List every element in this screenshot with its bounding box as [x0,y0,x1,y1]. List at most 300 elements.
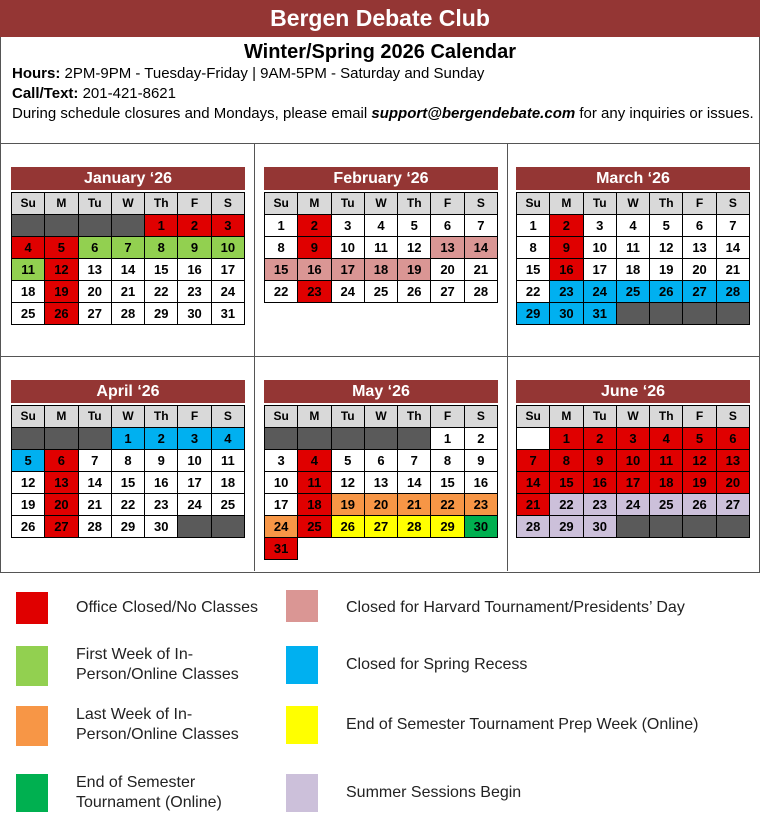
day-cell: 5 [331,450,364,472]
month-table [516,405,750,538]
day-cell: 27 [45,516,78,538]
day-cell: 23 [464,494,497,516]
weekday-header: F [431,406,464,428]
day-cell: 13 [364,472,397,494]
day-cell: 4 [12,237,45,259]
weekday-header: Th [650,406,683,428]
day-cell: 16 [145,472,178,494]
day-cell: 28 [398,516,431,538]
day-cell: 8 [265,237,298,259]
day-cell: 17 [583,259,616,281]
weekday-header: Th [145,406,178,428]
day-cell: 17 [178,472,211,494]
empty-cell [45,215,78,237]
weekday-header: W [111,193,144,215]
weekday-header-row [265,193,498,215]
weekday-header: M [550,193,583,215]
empty-cell [111,215,144,237]
weekday-header: M [45,406,78,428]
day-cell: 13 [716,450,749,472]
day-cell: 27 [683,281,716,303]
weekday-header: F [178,193,211,215]
day-cell: 27 [716,494,749,516]
day-cell: 3 [331,215,364,237]
day-cell: 4 [616,215,649,237]
week-row [12,281,245,303]
day-cell: 22 [265,281,298,303]
weekday-header: W [364,406,397,428]
empty-cell [331,428,364,450]
week-row [265,516,498,538]
day-cell: 19 [331,494,364,516]
day-cell: 28 [716,281,749,303]
day-cell: 16 [464,472,497,494]
day-cell: 29 [517,303,550,325]
day-cell: 28 [111,303,144,325]
empty-cell [616,516,649,538]
day-cell: 24 [211,281,244,303]
weekday-header: Su [517,193,550,215]
legend-swatch-recess [286,646,318,684]
week-row [12,237,245,259]
day-cell: 3 [211,215,244,237]
day-cell: 23 [178,281,211,303]
day-cell: 26 [12,516,45,538]
day-cell: 16 [178,259,211,281]
day-cell: 19 [12,494,45,516]
week-row [517,303,750,325]
day-cell: 11 [298,472,331,494]
day-cell: 5 [45,237,78,259]
week-row [517,450,750,472]
day-cell: 13 [683,237,716,259]
day-cell: 10 [616,450,649,472]
weekday-header: Tu [331,193,364,215]
day-cell: 2 [178,215,211,237]
weekday-header: Tu [331,406,364,428]
empty-cell [78,215,111,237]
day-cell: 11 [12,259,45,281]
week-row [517,237,750,259]
weekday-header: Tu [78,406,111,428]
day-cell: 30 [145,516,178,538]
weekday-header: W [616,406,649,428]
weekday-header-row [517,193,750,215]
day-cell: 2 [145,428,178,450]
day-cell: 1 [265,215,298,237]
empty-cell [298,428,331,450]
day-cell: 9 [550,237,583,259]
day-cell: 1 [431,428,464,450]
day-cell: 9 [178,237,211,259]
day-cell: 12 [45,259,78,281]
weekday-header: Su [12,406,45,428]
empty-cell [683,516,716,538]
weekday-header: F [178,406,211,428]
call-line [1,84,759,104]
day-cell: 7 [398,450,431,472]
week-row [265,450,498,472]
day-cell: 1 [145,215,178,237]
weekday-header-row [265,406,498,428]
day-cell: 12 [650,237,683,259]
day-cell: 17 [265,494,298,516]
day-cell: 4 [650,428,683,450]
grid-divider [0,356,760,357]
day-cell: 15 [550,472,583,494]
empty-cell [12,428,45,450]
week-row [265,494,498,516]
day-cell: 14 [78,472,111,494]
empty-cell [78,428,111,450]
day-cell: 8 [111,450,144,472]
day-cell: 30 [178,303,211,325]
day-cell: 27 [78,303,111,325]
day-cell: 26 [331,516,364,538]
legend-swatch-harvard [286,590,318,622]
day-cell: 12 [398,237,431,259]
day-cell: 14 [517,472,550,494]
day-cell: 18 [298,494,331,516]
day-cell: 17 [331,259,364,281]
day-cell: 19 [398,259,431,281]
day-cell: 4 [364,215,397,237]
day-cell: 3 [616,428,649,450]
day-cell: 18 [364,259,397,281]
week-row [517,215,750,237]
empty-cell [45,428,78,450]
day-cell: 22 [517,281,550,303]
week-row [12,428,245,450]
day-cell: 11 [364,237,397,259]
day-cell: 14 [716,237,749,259]
empty-cell [517,428,550,450]
day-cell: 16 [550,259,583,281]
day-cell: 15 [145,259,178,281]
day-cell: 2 [583,428,616,450]
day-cell: 2 [464,428,497,450]
week-row [517,428,750,450]
legend-swatch-prep [286,706,318,744]
day-cell: 16 [583,472,616,494]
weekday-header: M [298,406,331,428]
day-cell: 5 [683,428,716,450]
note-prefix: During schedule closures and Mondays, please email [12,105,368,122]
day-cell: 19 [650,259,683,281]
weekday-header: S [464,406,497,428]
day-cell: 20 [45,494,78,516]
day-cell: 13 [78,259,111,281]
day-cell: 15 [111,472,144,494]
day-cell: 24 [583,281,616,303]
day-cell: 12 [12,472,45,494]
weekday-header: Su [265,406,298,428]
day-cell: 20 [364,494,397,516]
day-cell: 28 [517,516,550,538]
day-cell: 7 [716,215,749,237]
empty-cell [650,303,683,325]
day-cell: 31 [583,303,616,325]
grid-divider [254,143,255,571]
week-row [265,281,498,303]
month-title: April ‘26 [11,380,245,403]
day-cell: 11 [616,237,649,259]
weekday-header: Tu [78,193,111,215]
phone-number[interactable]: 201-421-8621 [82,85,176,102]
day-cell: 26 [45,303,78,325]
day-cell: 16 [298,259,331,281]
weekday-header: Tu [583,193,616,215]
week-row [12,450,245,472]
grid-divider [507,143,508,571]
day-cell: 29 [550,516,583,538]
day-cell: 15 [265,259,298,281]
empty-cell [616,303,649,325]
day-cell: 8 [550,450,583,472]
weekday-header: F [683,406,716,428]
day-cell: 20 [431,259,464,281]
day-cell: 10 [331,237,364,259]
email-note [1,104,759,124]
weekday-header: S [716,406,749,428]
empty-cell [211,516,244,538]
hours-line [1,64,759,84]
day-cell: 22 [550,494,583,516]
day-cell: 13 [45,472,78,494]
day-cell: 10 [265,472,298,494]
day-cell: 21 [111,281,144,303]
month-february [264,167,498,303]
legend-label-first-week: First Week of In-Person/Online Classes [76,646,239,683]
month-table [264,192,498,303]
day-cell: 6 [716,428,749,450]
day-cell: 25 [12,303,45,325]
legend-label-recess: Closed for Spring Recess [346,656,528,673]
weekday-header: Su [517,406,550,428]
day-cell: 7 [111,237,144,259]
day-cell: 20 [78,281,111,303]
week-row [12,472,245,494]
empty-cell [398,428,431,450]
week-row [12,494,245,516]
empty-cell [364,428,397,450]
call-label: Call/Text: [12,85,79,102]
club-title: Bergen Debate Club [0,0,760,37]
day-cell: 21 [464,259,497,281]
day-cell: 26 [650,281,683,303]
week-row [12,259,245,281]
weekday-header: F [683,193,716,215]
day-cell: 27 [364,516,397,538]
day-cell: 5 [398,215,431,237]
month-title: March ‘26 [516,167,750,190]
day-cell: 4 [298,450,331,472]
weekday-header: Th [398,406,431,428]
day-cell: 12 [331,472,364,494]
weekday-header: S [211,406,244,428]
weekday-header: F [431,193,464,215]
empty-cell [178,516,211,538]
day-cell: 12 [683,450,716,472]
day-cell: 7 [517,450,550,472]
day-cell: 4 [211,428,244,450]
hours-label: Hours: [12,65,61,82]
day-cell: 24 [178,494,211,516]
day-cell: 6 [45,450,78,472]
day-cell: 5 [12,450,45,472]
day-cell: 15 [517,259,550,281]
day-cell: 30 [464,516,497,538]
day-cell: 10 [178,450,211,472]
day-cell: 3 [178,428,211,450]
week-row [517,472,750,494]
day-cell: 17 [616,472,649,494]
weekday-header: Su [12,193,45,215]
weekday-header: Su [265,193,298,215]
legend-label-prep: End of Semester Tournament Prep Week (Online) [346,716,699,733]
weekday-header: Tu [583,406,616,428]
week-row [265,215,498,237]
note-suffix: for any inquiries or issues. [579,105,754,122]
month-table [11,192,245,325]
day-cell: 5 [650,215,683,237]
day-cell: 20 [683,259,716,281]
day-cell: 14 [464,237,497,259]
weekday-header: Th [145,193,178,215]
month-april [11,380,245,538]
empty-cell [265,428,298,450]
weekday-header: M [550,406,583,428]
day-cell: 24 [265,516,298,538]
month-table [516,192,750,325]
day-cell: 29 [431,516,464,538]
day-cell: 19 [683,472,716,494]
month-january [11,167,245,325]
month-title: February ‘26 [264,167,498,190]
day-cell: 28 [78,516,111,538]
day-cell: 13 [431,237,464,259]
legend-label-tournament: End of Semester Tournament (Online) [76,774,222,811]
day-cell: 8 [517,237,550,259]
week-row [12,516,245,538]
day-cell: 22 [111,494,144,516]
legend-swatch-last-week [16,706,48,746]
support-email-link[interactable]: support@bergendebate.com [371,105,576,122]
day-cell: 18 [12,281,45,303]
day-cell: 23 [298,281,331,303]
day-cell: 10 [583,237,616,259]
week-row [517,516,750,538]
day-cell: 9 [464,450,497,472]
day-cell: 1 [111,428,144,450]
day-cell: 9 [298,237,331,259]
day-cell: 6 [364,450,397,472]
weekday-header-row [12,193,245,215]
day-cell: 1 [517,215,550,237]
day-cell: 18 [211,472,244,494]
day-cell: 18 [650,472,683,494]
week-row [265,259,498,281]
day-cell: 25 [650,494,683,516]
day-cell: 21 [398,494,431,516]
empty-cell [716,516,749,538]
legend-swatch-first-week [16,646,48,686]
day-cell: 2 [298,215,331,237]
day-cell: 20 [716,472,749,494]
day-cell: 7 [464,215,497,237]
day-cell: 2 [550,215,583,237]
day-cell: 19 [45,281,78,303]
weekday-header: W [364,193,397,215]
day-cell: 14 [398,472,431,494]
legend-swatch-tournament [16,774,48,812]
day-cell: 3 [265,450,298,472]
month-june [516,380,750,538]
day-cell: 25 [298,516,331,538]
day-cell: 6 [683,215,716,237]
day-cell: 30 [583,516,616,538]
week-row [265,237,498,259]
week-row [265,538,498,560]
weekday-header: M [298,193,331,215]
day-cell: 29 [145,303,178,325]
day-cell: 23 [145,494,178,516]
legend-swatch-summer [286,774,318,812]
weekday-header-row [517,406,750,428]
week-row [517,494,750,516]
weekday-header: S [464,193,497,215]
day-cell: 25 [211,494,244,516]
day-cell: 18 [616,259,649,281]
day-cell: 14 [111,259,144,281]
day-cell: 8 [145,237,178,259]
day-cell: 21 [78,494,111,516]
week-row [517,259,750,281]
empty-cell [683,303,716,325]
weekday-header: Th [650,193,683,215]
day-cell: 29 [111,516,144,538]
day-cell: 6 [78,237,111,259]
day-cell: 22 [145,281,178,303]
day-cell: 17 [211,259,244,281]
legend-label-last-week: Last Week of In-Person/Online Classes [76,706,239,743]
day-cell: 8 [431,450,464,472]
day-cell: 22 [431,494,464,516]
month-may [264,380,498,560]
day-cell: 9 [583,450,616,472]
weekday-header: M [45,193,78,215]
empty-cell [716,303,749,325]
month-title: May ‘26 [264,380,498,403]
weekday-header-row [12,406,245,428]
empty-cell [12,215,45,237]
day-cell: 24 [331,281,364,303]
month-table [264,405,498,560]
day-cell: 24 [616,494,649,516]
month-title: June ‘26 [516,380,750,403]
day-cell: 31 [265,538,298,560]
day-cell: 7 [78,450,111,472]
week-row [517,281,750,303]
week-row [265,472,498,494]
day-cell: 26 [683,494,716,516]
month-title: January ‘26 [11,167,245,190]
day-cell: 11 [650,450,683,472]
day-cell: 9 [145,450,178,472]
empty-cell [650,516,683,538]
month-march [516,167,750,325]
day-cell: 21 [716,259,749,281]
